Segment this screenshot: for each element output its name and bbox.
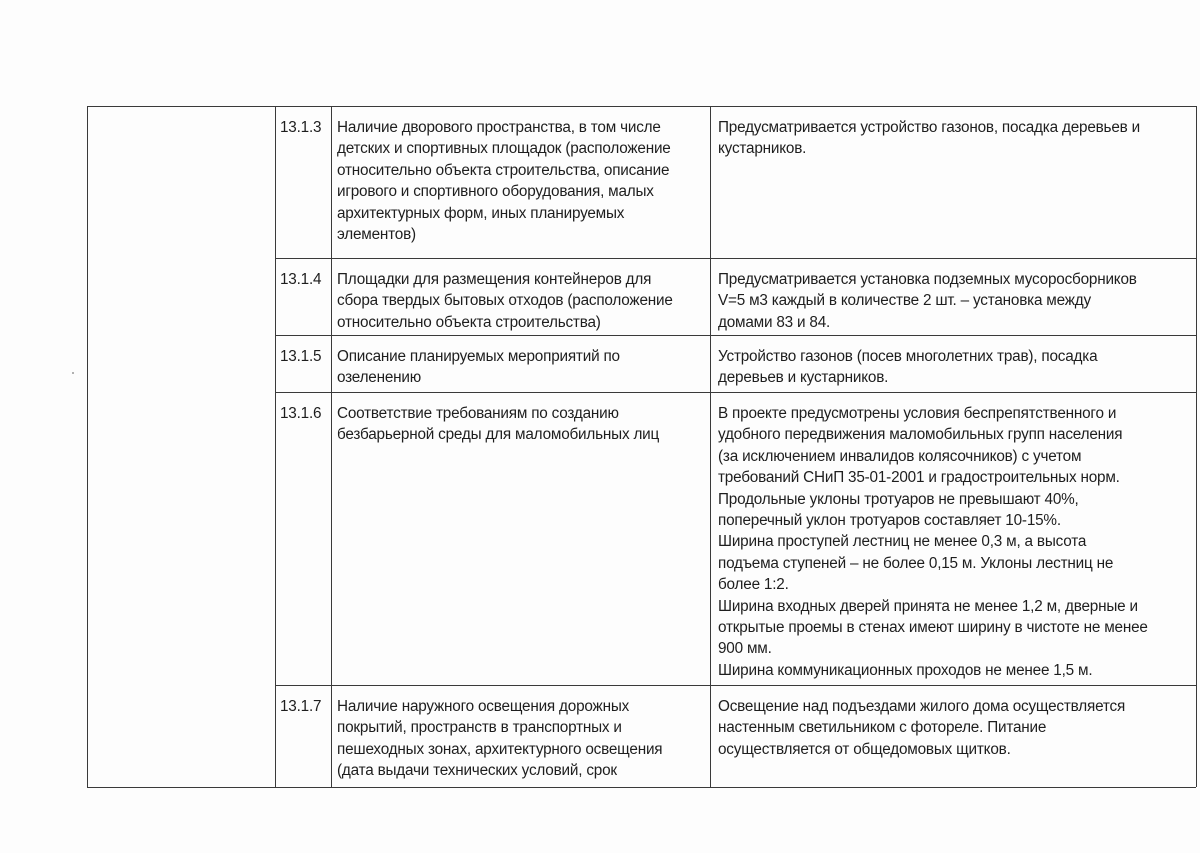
row-description-line: сбора твердых бытовых отходов (расположение <box>337 292 673 310</box>
row-description-line: озеленению <box>337 369 422 387</box>
table-row-border <box>275 685 1196 686</box>
scan-speck <box>72 372 74 374</box>
row-value-line: Продольные уклоны тротуаров не превышают 40%, <box>718 490 1079 508</box>
row-value-line: 900 мм. <box>718 640 772 658</box>
table-column-border <box>710 106 711 787</box>
table-column-border <box>275 106 276 787</box>
row-value-line: Устройство газонов (посев многолетних трав), посадка <box>718 348 1098 365</box>
row-description-line: безбарьерной среды для маломобильных лиц <box>337 426 660 444</box>
row-description-line: Наличие наружного освещения дорожных <box>337 698 630 715</box>
row-description <box>337 269 673 333</box>
row-description-line: Описание планируемых мероприятий по <box>337 348 620 365</box>
row-number: 13.1.5 <box>280 348 322 365</box>
row-value-line: требований СНиП 35-01-2001 и градостроительных норм. <box>718 469 1120 487</box>
row-description-line: покрытий, пространств в транспортных и <box>337 719 622 737</box>
row-value-line: В проекте предусмотрены условия беспрепятственного и <box>718 405 1117 422</box>
row-description-line: Наличие дворового пространства, в том числе <box>337 119 661 136</box>
table-row-border <box>87 787 1196 788</box>
row-value <box>718 346 1097 389</box>
table-row-border <box>275 258 1196 259</box>
row-description <box>337 403 659 446</box>
row-value-line: Ширина входных дверей принята не менее 1,2 м, дверные и <box>718 597 1138 615</box>
row-description-line: относительно объекта строительства) <box>337 313 601 331</box>
row-number: 13.1.4 <box>280 271 322 288</box>
row-number: 13.1.7 <box>280 698 322 715</box>
row-value-line: настенным светильником с фотореле. Питание <box>718 719 1047 737</box>
row-description-line: детских и спортивных площадок (расположение <box>337 140 671 158</box>
row-description <box>337 117 671 245</box>
row-number: 13.1.6 <box>280 405 322 422</box>
row-description-line: элементов) <box>337 226 416 244</box>
row-value-line: Предусматривается устройство газонов, посадка деревьев и <box>718 119 1140 136</box>
row-description-line: пешеходных зонах, архитектурного освещения <box>337 740 663 758</box>
row-description <box>337 346 620 389</box>
row-description-line: архитектурных форм, иных планируемых <box>337 204 625 222</box>
row-number: 13.1.3 <box>280 119 322 136</box>
row-value-line: более 1:2. <box>718 576 789 594</box>
row-value-line: Освещение над подъездами жилого дома осуществляется <box>718 698 1126 715</box>
table-row-border <box>275 335 1196 336</box>
row-description-line: Соответствие требованиям по созданию <box>337 405 619 422</box>
table-row-border <box>87 106 1196 107</box>
row-value-line: осуществляется от общедомовых щитков. <box>718 740 1011 758</box>
row-value-line: открытые проемы в стенах имеют ширину в чистоте не менее <box>718 619 1148 637</box>
row-value-line: Ширина проступей лестниц не менее 0,3 м, а высота <box>718 533 1087 551</box>
row-value-line: Предусматривается установка подземных мусоросборников <box>718 271 1137 288</box>
row-description-line: (дата выдачи технических условий, срок <box>337 762 617 780</box>
row-value-line: подъема ступеней – не более 0,15 м. Уклоны лестниц не <box>718 554 1114 572</box>
row-description-line: Площадки для размещения контейнеров для <box>337 271 652 288</box>
row-value-line: удобного передвижения маломобильных групп населения <box>718 426 1123 444</box>
row-value <box>718 696 1125 760</box>
row-value-line: V=5 м3 каждый в количестве 2 шт. – установка между <box>718 292 1091 310</box>
row-value <box>718 269 1137 333</box>
row-value-line: кустарников. <box>718 140 807 158</box>
row-description-line: игрового и спортивного оборудования, малых <box>337 183 654 201</box>
row-value <box>718 117 1140 160</box>
row-value-line: (за исключением инвалидов колясочников) с учетом <box>718 447 1082 465</box>
row-description <box>337 696 662 782</box>
row-value-line: деревьев и кустарников. <box>718 369 889 387</box>
table-row-border <box>275 392 1196 393</box>
table-column-border <box>87 106 88 787</box>
row-value-line: поперечный уклон тротуаров составляет 10-15%. <box>718 512 1061 530</box>
row-description-line: относительно объекта строительства, описание <box>337 161 670 179</box>
row-value <box>718 403 1148 681</box>
table-column-border <box>1196 106 1197 787</box>
row-value-line: домами 83 и 84. <box>718 313 831 331</box>
row-value-line: Ширина коммуникационных проходов не менее 1,5 м. <box>718 661 1093 679</box>
table-column-border <box>331 106 332 787</box>
